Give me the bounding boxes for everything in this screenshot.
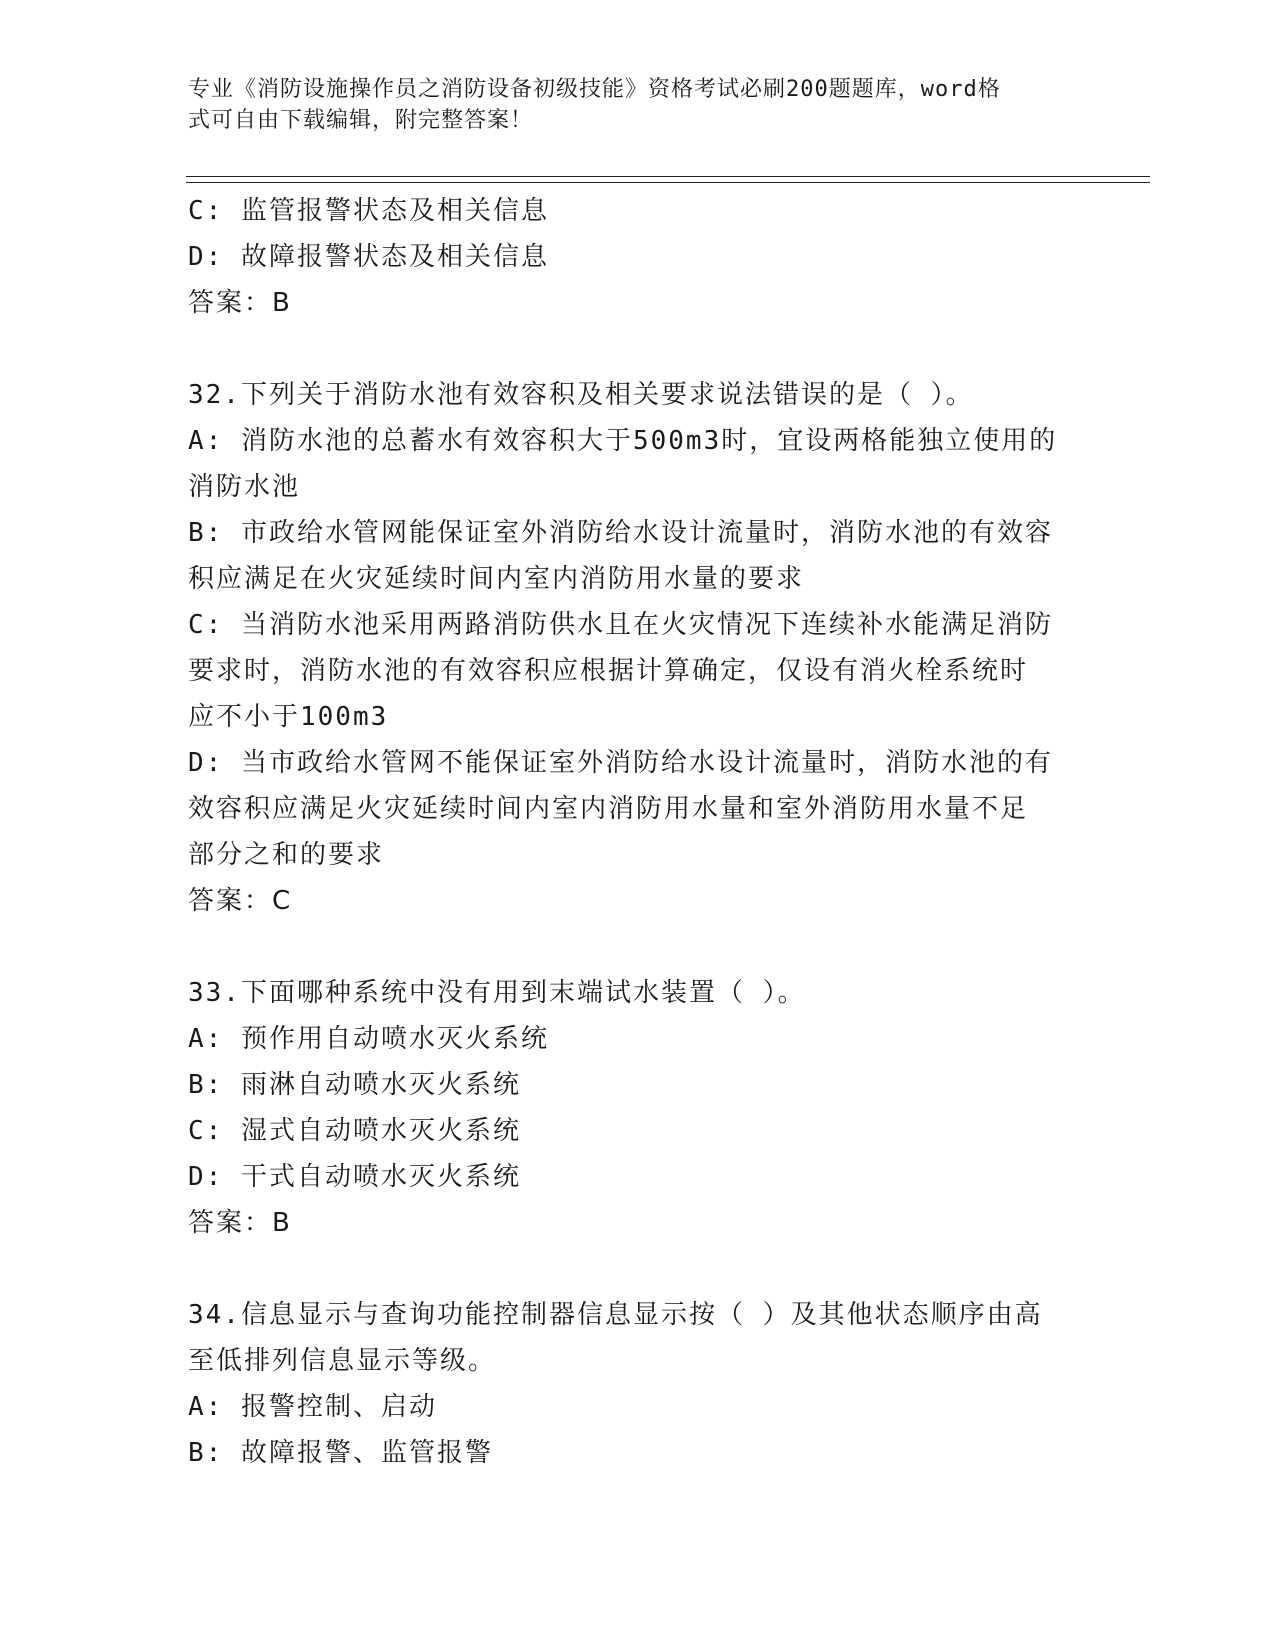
spacer	[188, 924, 1088, 970]
option-c: C: 监管报警状态及相关信息	[188, 196, 549, 226]
question-stem-cont: 至低排列信息显示等级。	[188, 1346, 497, 1376]
option-b: B: 市政给水管网能保证室外消防给水设计流量时，消防水池的有效容	[188, 518, 1053, 548]
option-c: C: 当消防水池采用两路消防供水且在火灾情况下连续补水能满足消防	[188, 610, 1053, 640]
question-stem: 34.信息显示与查询功能控制器信息显示按（ ）及其他状态顺序由高	[188, 1300, 1043, 1330]
document-body	[188, 188, 1088, 1476]
option-d: D: 干式自动喷水灭火系统	[188, 1162, 521, 1192]
document-header	[188, 74, 1068, 136]
option-c-cont: 应不小于100m3	[188, 702, 389, 732]
option-b: B: 雨淋自动喷水灭火系统	[188, 1070, 521, 1100]
option-d: D: 当市政给水管网不能保证室外消防给水设计流量时，消防水池的有	[188, 748, 1053, 778]
option-d-cont: 效容积应满足火灾延续时间内室内消防用水量和室外消防用水量不足	[188, 794, 1029, 824]
answer: 答案：C	[188, 886, 293, 916]
option-a: A: 消防水池的总蓄水有效容积大于500m3时，宜设两格能独立使用的	[188, 426, 1058, 456]
option-b-cont: 积应满足在火灾延续时间内室内消防用水量的要求	[188, 564, 805, 594]
spacer	[188, 1246, 1088, 1292]
question-31-continuation	[188, 188, 1088, 326]
header-rule-bottom	[186, 182, 1150, 183]
answer: 答案：B	[188, 1208, 292, 1238]
question-34	[188, 1292, 1088, 1476]
question-32	[188, 372, 1088, 924]
option-b: B: 故障报警、监管报警	[188, 1438, 493, 1468]
question-stem: 33.下面哪种系统中没有用到末端试水装置（ ）。	[188, 978, 806, 1008]
question-stem: 32.下列关于消防水池有效容积及相关要求说法错误的是（ ）。	[188, 380, 974, 410]
option-d: D: 故障报警状态及相关信息	[188, 242, 549, 272]
option-a: A: 报警控制、启动	[188, 1392, 437, 1422]
header-rule-top	[186, 176, 1150, 177]
header-title-line-1: 专业《消防设施操作员之消防设备初级技能》资格考试必刷200题题库，word格	[188, 77, 1001, 102]
header-title-line-2: 式可自由下载编辑，附完整答案！	[188, 108, 534, 133]
option-c: C: 湿式自动喷水灭火系统	[188, 1116, 521, 1146]
spacer	[188, 326, 1088, 372]
option-d-cont: 部分之和的要求	[188, 840, 385, 870]
question-33	[188, 970, 1088, 1246]
answer: 答案：B	[188, 288, 292, 318]
option-a: A: 预作用自动喷水灭火系统	[188, 1024, 549, 1054]
option-c-cont: 要求时，消防水池的有效容积应根据计算确定，仅设有消火栓系统时	[188, 656, 1029, 686]
option-a-cont: 消防水池	[188, 472, 301, 502]
